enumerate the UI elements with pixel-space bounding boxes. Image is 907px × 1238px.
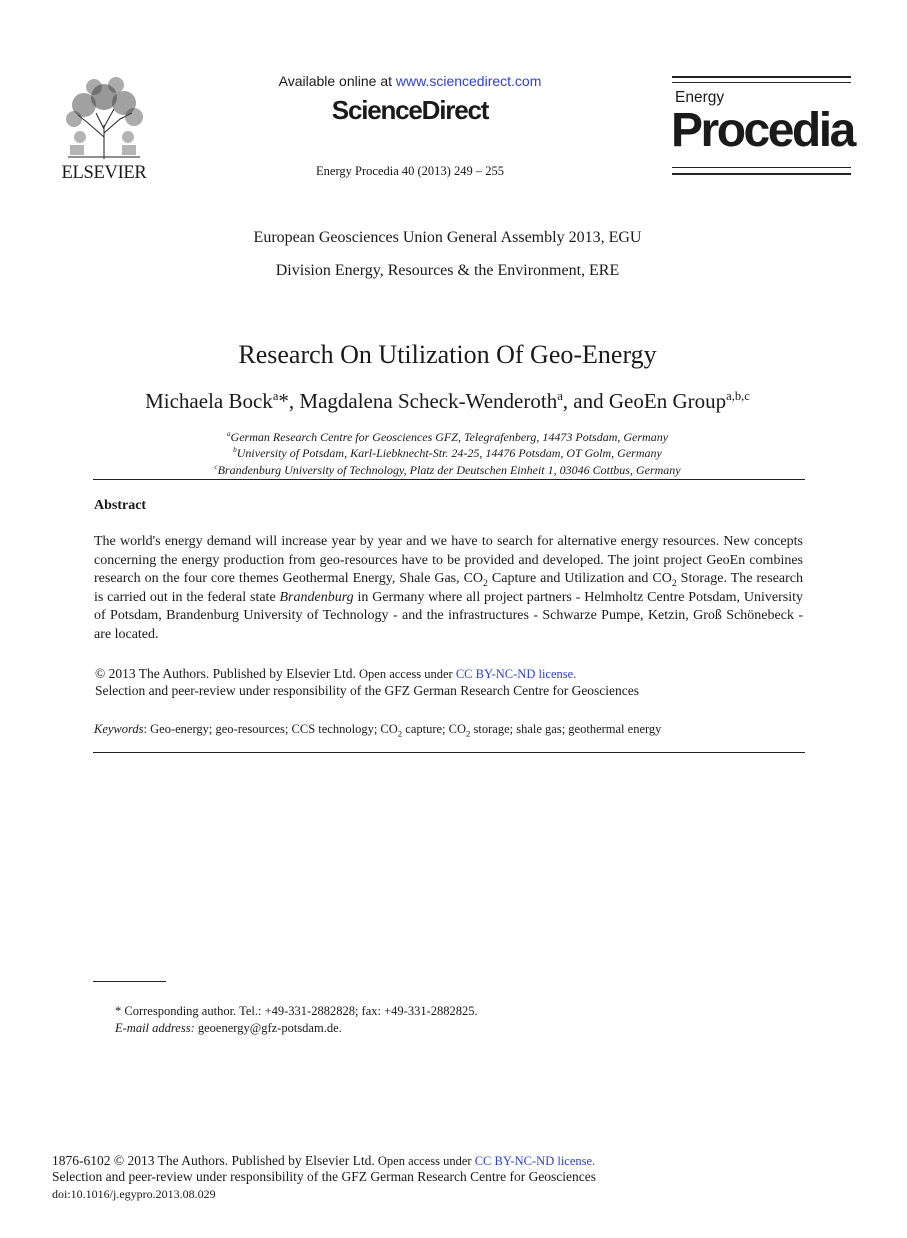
author-affiliation-mark: a,b,c (726, 389, 750, 403)
footer-peer-review: Selection and peer-review under responsibility of the GFZ German Research Centre for Geosciences (52, 1169, 597, 1184)
author-separator: , (288, 389, 300, 413)
journal-logo-rule (672, 82, 851, 83)
divider (93, 752, 805, 753)
subscript: 2 (466, 728, 471, 739)
conference-line-1: European Geosciences Union General Assembly 2013, EGU (253, 229, 642, 246)
footer-doi[interactable]: doi:10.1016/j.egypro.2013.08.029 (52, 1187, 216, 1201)
copyright-text: © 2013 The Authors. Published by Elsevier Ltd. (95, 666, 356, 681)
abstract-text: Storage. The research is carried out in the federal state (94, 571, 803, 605)
subscript: 2 (671, 577, 677, 589)
abstract-italic: Brandenburg (279, 589, 354, 605)
journal-reference: Energy Procedia 40 (2013) 249 – 255 (316, 164, 504, 178)
journal-logo-rule (672, 173, 851, 175)
author-name: Michaela Bock (145, 389, 273, 413)
affiliation-mark: c (214, 463, 218, 471)
footnote-rule (93, 981, 166, 982)
abstract-text: Capture and Utilization and CO (487, 571, 672, 586)
affiliation (0, 430, 895, 445)
abstract-heading: Abstract (94, 498, 147, 513)
corresponding-author-note: * Corresponding author. Tel.: +49-331-2882828; fax: +49-331-2882825. (115, 1004, 478, 1018)
email-label: E-mail address: (115, 1021, 195, 1035)
issn: 1876-6102 (52, 1153, 114, 1168)
author-affiliation-mark: a (272, 389, 279, 403)
affiliation-text: University of Potsdam, Karl-Liebknecht-Str. 24-25, 14476 Potsdam, OT Golm, Germany (236, 446, 662, 460)
footer-issn-line (52, 1153, 595, 1169)
subscript: 2 (397, 728, 403, 739)
affiliation (0, 463, 895, 478)
footer-license-link[interactable]: CC BY-NC-ND license. (474, 1154, 596, 1168)
email-address[interactable]: geoenergy@gfz-potsdam.de. (194, 1021, 342, 1035)
affiliation-text: German Research Centre for Geosciences GFZ, Telegrafenberg, 14473 Potsdam, Germany (230, 430, 669, 444)
paper-title: Research On Utilization Of Geo-Energy (238, 340, 657, 369)
sciencedirect-link[interactable]: www.sciencedirect.com (395, 73, 542, 89)
keywords-label: Keywords (94, 722, 144, 736)
journal-logo-rule (672, 167, 851, 168)
author-separator: , and (562, 389, 609, 413)
footer-copyright: © 2013 The Authors. Published by Elsevier Ltd. (113, 1153, 375, 1168)
license-link[interactable]: CC BY-NC-ND license. (455, 667, 577, 681)
affiliation (0, 446, 895, 461)
keywords-text: capture; CO (402, 722, 467, 736)
author-list (0, 389, 895, 414)
abstract-text: in Germany where all project partners - Helmholtz Centre Potsdam, University of Potsdam, Brandenburg University of Technology - and the infrastructures - Schwarze Pumpe, Ketzin, Groß Schönebeck - are located. (94, 589, 803, 642)
elsevier-wordmark: ELSEVIER (61, 163, 147, 183)
journal-logo-energy: Energy (675, 89, 725, 106)
abstract-body (94, 533, 803, 644)
divider (93, 479, 805, 480)
peer-review-line: Selection and peer-review under responsibility of the GFZ German Research Centre for Geosciences (95, 683, 640, 698)
journal-logo-rule (672, 76, 851, 78)
journal-logo-procedia: Procedia (671, 104, 854, 157)
sciencedirect-wordmark: ScienceDirect (331, 95, 489, 125)
affiliation-mark: a (226, 430, 231, 438)
email-note (115, 1021, 342, 1036)
copyright-line (95, 666, 576, 682)
corresponding-mark: * (278, 389, 289, 413)
open-access-text: Open access under (355, 667, 456, 681)
keywords-line (94, 722, 661, 737)
abstract-text: The world's energy demand will increase year by year and we have to search for alternative energy resources. New concepts concerning the energy production from geo-resources have to be provided and developed. The joint project GeoEn combines research on the four core themes Geothermal Energy, Shale Gas, CO (94, 534, 803, 586)
author-name: Magdalena Scheck-Wenderoth (299, 389, 558, 413)
footer-open-access: Open access under (374, 1154, 475, 1168)
author-name: GeoEn Group (608, 389, 727, 413)
author-affiliation-mark: a (557, 389, 563, 403)
subscript: 2 (483, 577, 488, 589)
affiliation-text: Brandenburg University of Technology, Platz der Deutschen Einheit 1, 03046 Cottbus, Germany (217, 463, 681, 477)
keywords-text: : Geo-energy; geo-resources; CCS technology; CO (143, 722, 398, 736)
available-online-label: Available online at (278, 73, 396, 89)
keywords-text: storage; shale gas; geothermal energy (470, 722, 662, 736)
conference-line-2: Division Energy, Resources & the Environment, ERE (275, 262, 620, 279)
affiliation-mark: b (233, 446, 237, 454)
